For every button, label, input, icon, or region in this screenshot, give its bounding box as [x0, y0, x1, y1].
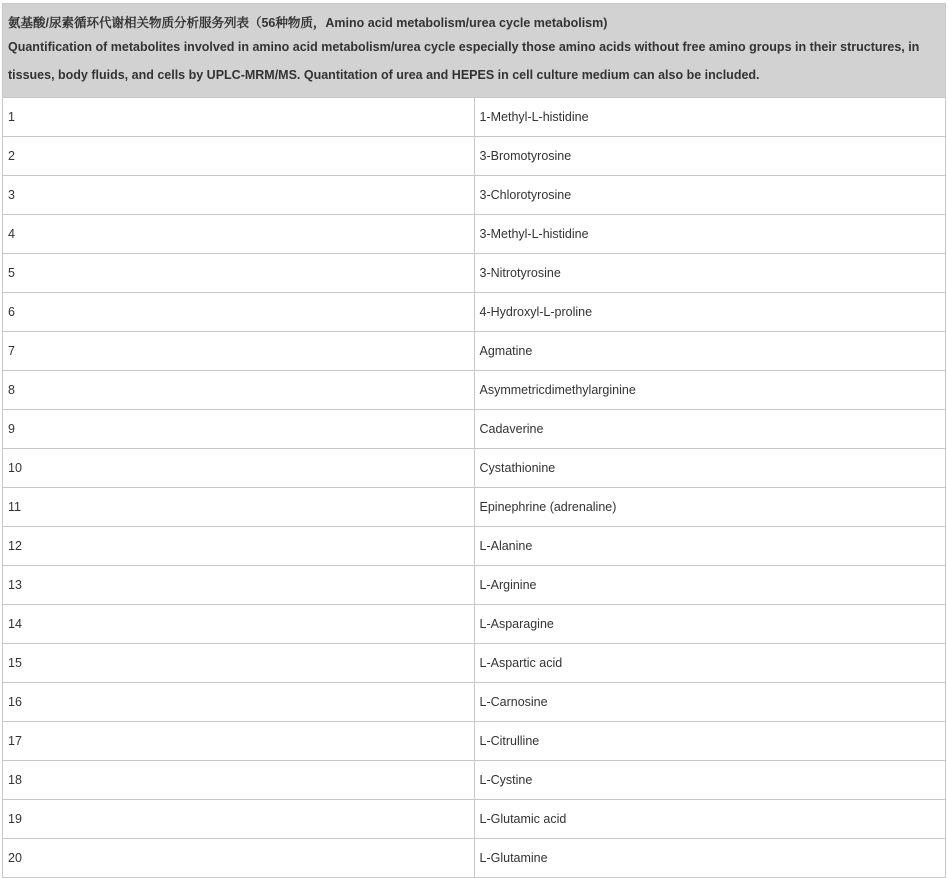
table-row — [3, 215, 946, 254]
row-number: 12 — [3, 527, 475, 566]
table-title: 氨基酸/尿素循环代谢相关物质分析服务列表（56种物质，Amino acid metabolism/urea cycle metabolism) — [8, 16, 608, 30]
table-description: Quantification of metabolites involved in amino acid metabolism/urea cycle especially those amino acids without free amino groups in their structures, in tissues, body fluids, and cells by UPLC-MRM/MS. Quantitation of urea and HEPES in cell culture medium can also be included. — [8, 40, 920, 82]
table-row — [3, 566, 946, 605]
table-row — [3, 605, 946, 644]
row-number: 11 — [3, 488, 475, 527]
row-number: 6 — [3, 293, 475, 332]
table-row — [3, 176, 946, 215]
metabolite-name: L-Cystine — [474, 761, 946, 800]
metabolite-name: L-Asparagine — [474, 605, 946, 644]
row-number: 7 — [3, 332, 475, 371]
table-row — [3, 527, 946, 566]
table-row — [3, 410, 946, 449]
row-number: 14 — [3, 605, 475, 644]
metabolite-name: Epinephrine (adrenaline) — [474, 488, 946, 527]
table-header-row — [3, 4, 946, 98]
row-number: 5 — [3, 254, 475, 293]
metabolite-name: 3-Bromotyrosine — [474, 137, 946, 176]
metabolite-name: Cadaverine — [474, 410, 946, 449]
table-row — [3, 722, 946, 761]
metabolite-name: Asymmetricdimethylarginine — [474, 371, 946, 410]
row-number: 19 — [3, 800, 475, 839]
table-row — [3, 137, 946, 176]
metabolite-name: 3-Chlorotyrosine — [474, 176, 946, 215]
row-number: 9 — [3, 410, 475, 449]
table-row — [3, 449, 946, 488]
metabolite-name: L-Glutamine — [474, 839, 946, 878]
row-number: 20 — [3, 839, 475, 878]
row-number: 8 — [3, 371, 475, 410]
table-row — [3, 488, 946, 527]
row-number: 4 — [3, 215, 475, 254]
table-row — [3, 761, 946, 800]
table-row — [3, 293, 946, 332]
metabolite-name: Agmatine — [474, 332, 946, 371]
table-row — [3, 98, 946, 137]
metabolite-name: L-Alanine — [474, 527, 946, 566]
metabolite-name: L-Aspartic acid — [474, 644, 946, 683]
metabolite-name: 3-Nitrotyrosine — [474, 254, 946, 293]
row-number: 18 — [3, 761, 475, 800]
table-row — [3, 800, 946, 839]
row-number: 13 — [3, 566, 475, 605]
metabolite-name: L-Carnosine — [474, 683, 946, 722]
metabolite-name: 4-Hydroxyl-L-proline — [474, 293, 946, 332]
table-row — [3, 371, 946, 410]
row-number: 2 — [3, 137, 475, 176]
metabolite-name: L-Glutamic acid — [474, 800, 946, 839]
metabolite-name: 3-Methyl-L-histidine — [474, 215, 946, 254]
table-row — [3, 683, 946, 722]
table-header-cell — [3, 4, 946, 98]
metabolite-table — [2, 3, 946, 878]
table-row — [3, 254, 946, 293]
table-row — [3, 644, 946, 683]
metabolite-name: 1-Methyl-L-histidine — [474, 98, 946, 137]
metabolite-name: L-Arginine — [474, 566, 946, 605]
row-number: 3 — [3, 176, 475, 215]
row-number: 17 — [3, 722, 475, 761]
metabolite-name: L-Citrulline — [474, 722, 946, 761]
metabolite-table-container — [2, 3, 946, 878]
row-number: 15 — [3, 644, 475, 683]
table-row — [3, 839, 946, 878]
row-number: 16 — [3, 683, 475, 722]
table-row — [3, 332, 946, 371]
metabolite-name: Cystathionine — [474, 449, 946, 488]
row-number: 10 — [3, 449, 475, 488]
row-number: 1 — [3, 98, 475, 137]
